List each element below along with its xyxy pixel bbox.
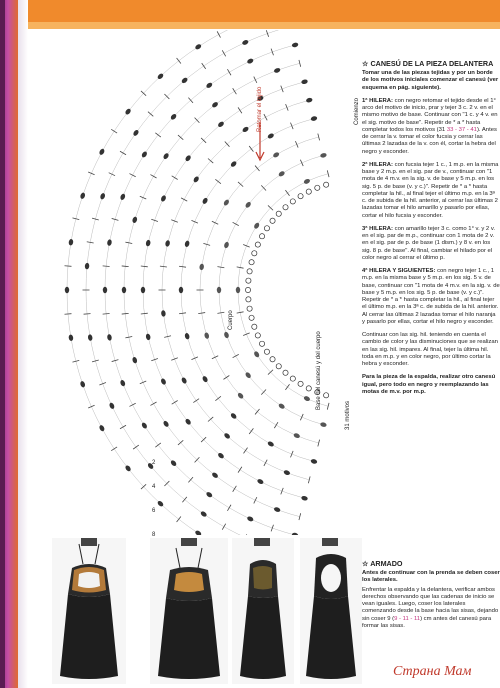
stitch-mark	[222, 50, 225, 56]
mota-stitch	[68, 334, 73, 341]
mota-stitch	[217, 121, 225, 128]
mota-stitch	[246, 516, 254, 523]
stitch-mark	[178, 135, 183, 140]
top-banner-stripe	[28, 22, 500, 29]
row-number-8: 8	[152, 532, 156, 538]
mota-stitch	[145, 239, 151, 246]
mota-stitch	[283, 469, 291, 475]
chart-rows	[65, 30, 330, 535]
stitch-mark	[65, 266, 72, 267]
espalda-paragraph: Para la pieza de la espalda, realizar otro canesú igual, pero todo en negro y reemplazando las motas de m.v. por m.p.	[362, 374, 496, 395]
mota-stitch	[278, 170, 286, 177]
mota-stitch	[200, 510, 208, 517]
stitch-mark	[177, 516, 181, 522]
stitch-mark	[217, 267, 224, 268]
stitch-mark	[249, 146, 253, 152]
base-motif	[249, 315, 254, 320]
stitch-mark	[233, 88, 237, 94]
mota-stitch	[107, 334, 113, 341]
stitch-mark	[155, 443, 161, 447]
base-motif	[276, 211, 281, 216]
armado-section	[362, 560, 500, 630]
base-motif	[324, 182, 329, 187]
chart-row-guide	[124, 63, 300, 516]
stitch-mark	[215, 179, 221, 183]
crochet-chart	[28, 30, 363, 535]
mota-stitch	[165, 240, 171, 247]
mota-stitch	[236, 287, 240, 293]
mota-stitch	[217, 452, 225, 459]
stitch-mark	[233, 222, 239, 225]
stitch-mark	[223, 375, 229, 379]
stitch-mark	[191, 220, 197, 223]
mota-stitch	[272, 151, 280, 158]
stitch-mark	[244, 534, 247, 535]
stitch-mark	[148, 112, 153, 117]
mota-stitch	[301, 79, 308, 85]
mota-stitch	[244, 371, 251, 379]
stitch-mark	[103, 313, 110, 314]
mota-stitch	[310, 459, 317, 465]
mota-stitch	[223, 331, 229, 338]
mota-stitch	[202, 197, 209, 205]
base-motif	[264, 226, 269, 231]
watermark: Страна Мам	[393, 664, 472, 679]
chart-row-guide	[219, 155, 323, 424]
stitch-mark	[291, 123, 294, 129]
mota-stitch	[68, 239, 73, 246]
mota-stitch	[145, 333, 151, 340]
base-motif	[290, 199, 295, 204]
stitch-mark	[198, 313, 205, 314]
mota-stitch	[257, 478, 265, 485]
mota-stitch	[160, 378, 167, 386]
base-motif	[246, 297, 251, 302]
label-retomar: Retomar el tejido	[257, 86, 263, 132]
mota-stitch	[120, 379, 126, 387]
base-motif	[306, 386, 311, 391]
mota-stitch	[204, 332, 210, 339]
base-motif	[247, 269, 252, 274]
stitch-mark	[120, 151, 126, 155]
stitch-mark	[65, 314, 72, 315]
mota-stitch	[109, 402, 116, 410]
stitch-mark	[150, 175, 156, 178]
stitch-mark	[188, 477, 193, 482]
mota-stitch	[160, 195, 167, 203]
stitch-mark	[225, 141, 230, 146]
base-motif	[259, 234, 264, 239]
stitch-mark	[271, 525, 273, 532]
mota-stitch	[291, 532, 298, 535]
mota-stitch	[181, 377, 188, 385]
base-motif	[255, 333, 260, 338]
base-motif	[245, 287, 250, 292]
intro-text: Tomar una de las piezas tejidas y por un borde de los motivos iniciales comenzar el canesú (ver esquema en pág. siguiente).	[362, 70, 499, 91]
stitch-mark	[233, 354, 239, 357]
mota-stitch	[301, 495, 308, 501]
stitch-mark	[238, 182, 243, 187]
stitch-mark	[249, 428, 253, 434]
stitch-mark	[177, 58, 181, 64]
mota-stitch	[184, 418, 191, 426]
mota-stitch	[273, 67, 281, 73]
stitch-mark	[172, 401, 178, 405]
mota-stitch	[141, 422, 148, 430]
continue-paragraph: Continuar con las sig. hil. teniendo en cuenta el cambio de color y las disminuciones que se realizan en las sig. hil. impares. Al final, tejer la última hil. toda en m.p. y en color negro, por último cortar la hebra y esconder.	[362, 332, 498, 367]
stitch-mark	[255, 409, 259, 414]
mota-stitch	[107, 239, 113, 246]
mota-stitch	[320, 152, 327, 158]
stitch-mark	[150, 402, 156, 405]
stitch-mark	[179, 313, 186, 314]
stitch-mark	[254, 497, 257, 503]
mota-stitch	[293, 432, 301, 439]
stitch-mark	[215, 396, 221, 400]
mota-stitch	[98, 424, 105, 432]
stitch-mark	[212, 221, 218, 224]
mota-stitch	[162, 420, 169, 428]
stitch-mark	[103, 266, 110, 267]
armado-title: ☆ ARMADO	[362, 559, 403, 568]
stitch-mark	[285, 384, 289, 390]
mota-stitch	[223, 241, 229, 248]
mota-stitch	[162, 152, 169, 160]
side-dress-photo	[232, 538, 294, 684]
label-cuerpo: Cuerpo	[228, 310, 234, 330]
mota-stitch	[273, 506, 281, 512]
base-motif	[276, 364, 281, 369]
mota-stitch	[306, 97, 313, 103]
mota-stitch	[202, 375, 209, 383]
stitch-mark	[208, 417, 213, 422]
stitch-mark	[99, 383, 106, 385]
mota-stitch	[244, 201, 251, 209]
mota-stitch	[194, 43, 202, 50]
row1-paragraph: 1ª HILERA: con negro retomar el tejido desde el 1° arco del motivo de inicio, prar y tejer 3 c. 2 v. en el mismo motivo de base. Continuar con "1 c. y 4 v. en el sig. motivo de base". Repetir de * a * hasta completar todos los motivos (31 33 - 37 - 41). Antes de cerrar la v. tomar el color fucsia y cerrar las últimas 2 lazadas de la v. con él, cortar la hebra del negro y esconder.	[362, 97, 498, 155]
stitch-mark	[151, 359, 158, 361]
mota-stitch	[199, 263, 204, 270]
base-motif	[249, 260, 254, 265]
mota-stitch	[65, 287, 69, 293]
mota-stitch	[87, 334, 92, 341]
front-dress-photo	[52, 538, 126, 684]
base-motif	[252, 324, 257, 329]
stitch-mark	[244, 448, 248, 454]
stitch-mark	[264, 460, 267, 466]
stitch-mark	[202, 63, 206, 69]
base-motif	[298, 381, 303, 386]
stitch-mark	[300, 414, 303, 420]
stitch-mark	[208, 158, 213, 163]
stitch-mark	[140, 381, 146, 384]
stitch-mark	[238, 107, 242, 113]
mota-stitch	[124, 464, 131, 472]
stitch-mark	[188, 98, 193, 103]
mota-stitch	[80, 381, 86, 388]
stitch-mark	[171, 358, 178, 360]
base-motif	[306, 189, 311, 194]
stitch-mark	[133, 445, 139, 449]
mota-stitch	[122, 287, 126, 293]
mota-stitch	[291, 42, 298, 48]
base-motif	[270, 357, 275, 362]
row2-paragraph: 2ª HILERA: con fucsia tejer 1 c., 1 m.p. en la misma base y 2 m.p. en el sig. par de v., continuar con "1 mota de 4 m.v. en la sig. v. de base y 5 m.p. en los sig. 5 p. de base (v. y c.)". Repetir de * a * hasta completar la hil., al final tejer el último m.p. en la 3ª c. de subida de la hil. anterior, al cerrar las últimas 2 lazadas tomar el hilo amarillo y pasarlo por ellas, cortar el hilo fucsia y esconder.	[362, 161, 499, 219]
stitch-mark	[212, 356, 218, 359]
mota-stitch	[278, 403, 286, 410]
stitch-mark	[141, 313, 148, 314]
mota-stitch	[205, 82, 213, 89]
stitch-mark	[109, 173, 115, 176]
instructions-column	[362, 60, 500, 402]
mota-stitch	[161, 310, 166, 317]
mota-stitch	[223, 199, 230, 207]
mota-stitch	[124, 108, 131, 116]
stitch-mark	[217, 312, 224, 313]
stitch-mark	[129, 174, 135, 177]
mota-stitch	[184, 240, 190, 247]
page-spine-edge	[18, 0, 28, 688]
base-motif	[315, 185, 320, 190]
stitch-mark	[172, 176, 178, 180]
base-motif	[252, 251, 257, 256]
base-motif	[255, 242, 260, 247]
back-open-dress-photo	[300, 538, 362, 684]
base-motif	[259, 341, 264, 346]
stitch-mark	[151, 219, 158, 221]
mota-stitch	[179, 287, 183, 293]
stitch-mark	[181, 198, 187, 201]
stitch-mark	[160, 266, 167, 267]
stitch-mark	[295, 141, 298, 147]
mota-stitch	[80, 192, 86, 199]
row-number-2: 2	[152, 460, 156, 466]
mota-stitch	[310, 116, 317, 122]
stitch-mark	[88, 405, 94, 408]
stitch-mark	[140, 196, 146, 199]
mota-stitch	[320, 422, 327, 428]
stitch-mark	[155, 133, 161, 137]
mota-stitch	[141, 287, 145, 293]
mota-stitch	[132, 356, 138, 363]
stitch-mark	[286, 104, 289, 111]
mota-stitch	[242, 126, 250, 133]
mota-stitch	[99, 192, 105, 200]
base-motif	[283, 205, 288, 210]
page-spine-shadow	[0, 0, 5, 688]
stitch-mark	[291, 451, 294, 457]
stitch-mark	[171, 220, 178, 222]
mota-stitch	[241, 39, 249, 46]
base-motif	[270, 218, 275, 223]
mota-stitch	[98, 148, 105, 156]
armado-text: Enfrentar la espalda y la delantera, verificar ambos derechos observando que las cadenas de inicio se vean iguales. Luego, coser los laterales comenzando desde la base hacia las sisas, dejando sin coser 9 (9 - 11 - 11) cm antes del canesú para formar las sisas.	[362, 586, 499, 629]
mota-stitch	[205, 491, 213, 498]
stitch-mark	[111, 129, 117, 133]
mota-stitch	[211, 101, 219, 108]
label-motivos: 31 motivos	[345, 400, 351, 430]
stitch-mark	[178, 440, 183, 445]
mota-stitch	[303, 395, 311, 402]
chart-row-guide	[162, 100, 309, 480]
mota-stitch	[141, 151, 148, 159]
base-motif	[283, 370, 288, 375]
stitch-mark	[193, 399, 199, 403]
stitch-mark	[227, 69, 231, 75]
mota-stitch	[132, 129, 139, 137]
stitch-mark	[120, 425, 126, 429]
row4-paragraph: 4ª HILERA Y SIGUIENTES: con negro tejer 1 c., 1 m.p. en la misma base y 5 m.p. en los sig. 5 v. de base, continuar con "1 mota de 4 m.v. en la sig. v. de base y 5 m.p. en los sig. 5 p. de base (v. y c.)". Repetir de * a * hasta completar la hil., al final tejer el último m.p. en la 3ª c. de subida de la hil. anterior. Al cerrar las últimas 2 lazadas tomar el hilo naranja y pasarlo por ellas, cortar el hilo negro y esconder.	[362, 268, 500, 325]
stitch-mark	[274, 422, 278, 428]
mota-stitch	[120, 193, 126, 201]
stitch-mark	[227, 505, 231, 511]
base-motif	[290, 376, 295, 381]
stitch-mark	[255, 166, 259, 171]
stitch-mark	[111, 447, 117, 451]
stitch-mark	[266, 30, 268, 37]
stitch-mark	[182, 497, 186, 502]
base-motif	[324, 393, 329, 398]
stitch-mark	[217, 31, 220, 37]
stitch-mark	[254, 77, 257, 83]
stitch-mark	[222, 524, 225, 530]
stitch-mark	[238, 467, 242, 473]
mota-stitch	[184, 333, 190, 340]
mota-stitch	[184, 154, 191, 162]
stitch-mark	[271, 49, 273, 56]
label-comienzo: Comienzo	[354, 97, 360, 125]
top-banner	[28, 0, 500, 22]
stitch-mark	[285, 190, 289, 196]
row-number-4: 4	[152, 484, 156, 490]
row-number-6: 6	[152, 508, 156, 514]
label-base: Base del canesú y del cuerpo	[316, 331, 322, 410]
section-title: ☆ CANESÚ DE LA PIEZA DELANTERA	[362, 59, 494, 68]
mota-stitch	[267, 132, 275, 139]
mota-stitch	[193, 175, 200, 183]
mota-stitch	[211, 472, 219, 479]
base-motif	[298, 194, 303, 199]
armado-intro: Antes de continuar con la prenda se deben coser los laterales.	[362, 570, 500, 584]
back-dress-photo	[150, 538, 228, 684]
stitch-mark	[264, 114, 267, 120]
stitch-mark	[191, 357, 197, 360]
mota-stitch	[267, 441, 275, 448]
stitch-mark	[122, 266, 129, 267]
mota-stitch	[132, 216, 138, 223]
mota-stitch	[103, 287, 107, 293]
stitch-mark	[233, 486, 237, 492]
stitch-mark	[281, 488, 283, 495]
chart-row-guide	[67, 30, 286, 535]
row3-paragraph: 3ª HILERA: con amarillo tejer 3 c. como 1° v. y 2 v. en el sig. par de m.p., continuar con 1 mota de 2 v. en el sig. par de p. de base (1 dism.) y 8 v. en los sig. 8 p. de base". Al final, cambiar el hilado por el color negro al cerrar el último p.	[362, 225, 495, 261]
base-motif	[247, 306, 252, 311]
stitch-mark	[281, 86, 283, 93]
chart-row-guide	[143, 82, 305, 498]
mota-stitch	[181, 77, 189, 84]
stitch-mark	[141, 266, 148, 267]
stitch-mark	[84, 314, 91, 315]
mota-stitch	[253, 222, 260, 230]
mota-stitch	[217, 287, 221, 293]
base-motif	[246, 278, 251, 283]
stitch-mark	[129, 403, 135, 406]
stitch-mark	[179, 266, 186, 267]
mota-stitch	[253, 350, 260, 358]
base-motif	[264, 349, 269, 354]
stitch-mark	[300, 160, 303, 166]
stitch-mark	[88, 172, 94, 175]
mota-stitch	[194, 530, 202, 535]
mota-stitch	[85, 263, 90, 270]
stitch-mark	[122, 313, 129, 314]
mota-stitch	[246, 58, 254, 65]
mota-stitch	[303, 178, 311, 185]
